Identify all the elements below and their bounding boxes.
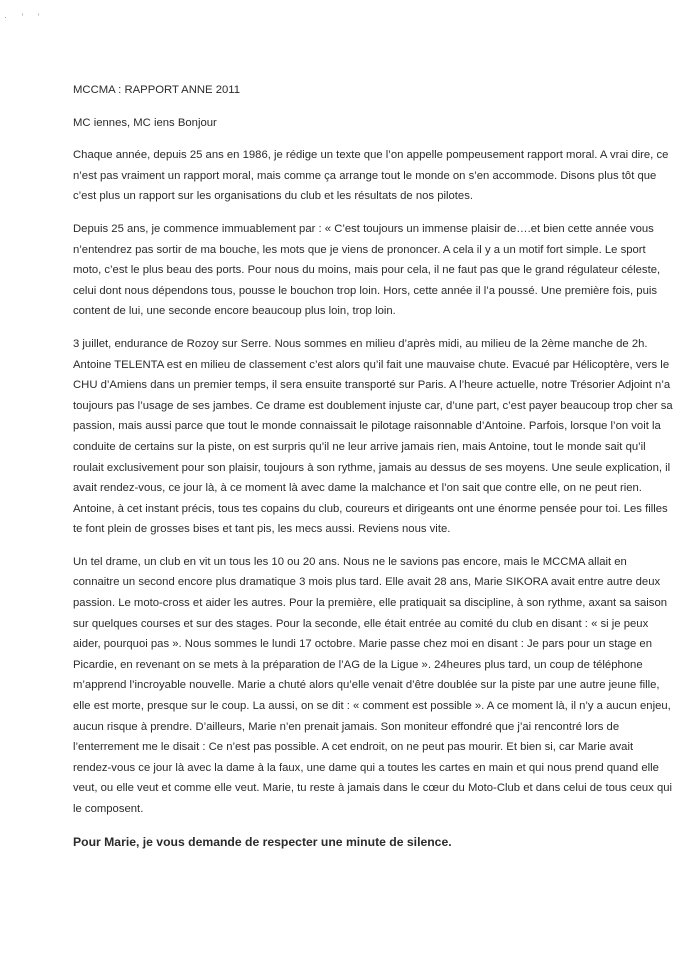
paragraph-marie: Un tel drame, un club en vit un tous les 10 ou 20 ans. Nous ne le savions pas encore, mais le MCCMA allait en connaitre un second encore plus dramatique 3 mois plus tard. Elle avait 28 ans, Marie SIKORA avait entre autre deux passion. Le moto-cross et aider les autres. Pour la première, elle pratiquait sa discipline, à son rythme, axant sa saison sur quelques courses et sur des stages. Pour la seconde, elle était entrée au comité du club en disant : « si je peux aider, pourquoi pas ». Nous sommes le lundi 17 octobre. Marie passe chez moi en disant : Je pars pour un stage en Picardie, en revenant on se mets à la préparation de l’AG de la Ligue ». 24heures plus tard, un coup de téléphone m’apprend l’incroyable nouvelle. Marie a chuté alors qu’elle venait d’être doublée sur la piste par une autre jeune fille, elle est morte, presque sur le coup. La aussi, on se dit : « comment est possible ». A ce moment là, il n’y a aucun enjeu, aucun risque à prendre. D’ailleurs, Marie n’en prenait jamais. Son moniteur effondré que j’ai rencontré lors de l’enterrement me le disait : Ce n’est pas possible. A cet endroit, on ne peut pas mourir. Et bien si, car Marie avait rendez-vous ce jour là avec la dame à la faux, une dame qui a toutes les cartes en main et qui nous prend quand elle veut, ou elle veut et comme elle veut. Marie, tu reste à jamais dans le cœur du Moto-Club et dans celui de tous ceux qui le composent. <box>73 555 673 815</box>
paragraph-antoine: 3 juillet, endurance de Rozoy sur Serre. Nous sommes en milieu d’après midi, au milieu de la 2ème manche de 2h. Antoine TELENTA est en milieu de classement c’est alors qu’il fait une mauvaise chute. Evacué par Hélicoptère, vers le CHU d’Amiens dans un premier temps, il sera ensuite transporté sur Paris. A l’heure actuelle, notre Trésorier Adjoint n’a toujours pas l’usage de ses jambes. Ce drame est doublement injuste car, d’une part, c’est payer beaucoup trop cher sa passion, mais aussi parce que tout le monde connaissait le pilotage raisonnable d’Antoine. Parfois, lorsque l’on voit la conduite de certains sur la piste, on est surpris qu’il ne leur arrive jamais rien, mais Antoine, tout le monde sait qu’il roulait exclusivement pour son plaisir, toujours à son rythme, jamais au dessus de ses moyens. Une seule explication, il avait rendez-vous, ce jour là, à ce moment là avec dame la malchance et l’on sait que contre elle, on ne peut rien. Antoine, à cet instant précis, tous tes copains du club, coureurs et dirigeants ont une énorme pensée pour toi. Les filles te font plein de grosses bises et tant pis, les mecs aussi. Reviens nous vite. <box>73 337 673 536</box>
document-title: MCCMA : RAPPORT ANNE 2011 <box>73 84 240 96</box>
document-page <box>73 80 673 852</box>
paragraph-intro: Chaque année, depuis 25 ans en 1986, je rédige un texte que l’on appelle pompeusement rapport moral. A vrai dire, ce n’est pas vraiment un rapport moral, mais comme ça arrange tout le monde on s’en accommode. Disons plus tôt que c’est plus un rapport sur les organisations du club et les résultats de nos pilotes. <box>73 149 669 203</box>
greeting: MC iennes, MC iens Bonjour <box>73 116 217 129</box>
scan-specks: · ’ ‛ <box>4 12 46 22</box>
closing-statement: Pour Marie, je vous demande de respecter une minute de silence. <box>73 834 452 849</box>
paragraph-25-ans: Depuis 25 ans, je commence immuablement par : « C’est toujours un immense plaisir de….et bien cette année vous n’entendrez pas sortir de ma bouche, les mots que je viens de prononcer. A cela il y a un motif fort simple. Le sport moto, c’est le plus beau des ports. Pour nous du moins, mais pour cela, il ne faut pas que le grand régulateur céleste, celui dont nous dépendons tous, pousse le bouchon trop loin. Hors, cette année il l’a poussé. Une première fois, puis content de lui, une seconde encore beaucoup plus loin, trop loin. <box>73 222 661 318</box>
